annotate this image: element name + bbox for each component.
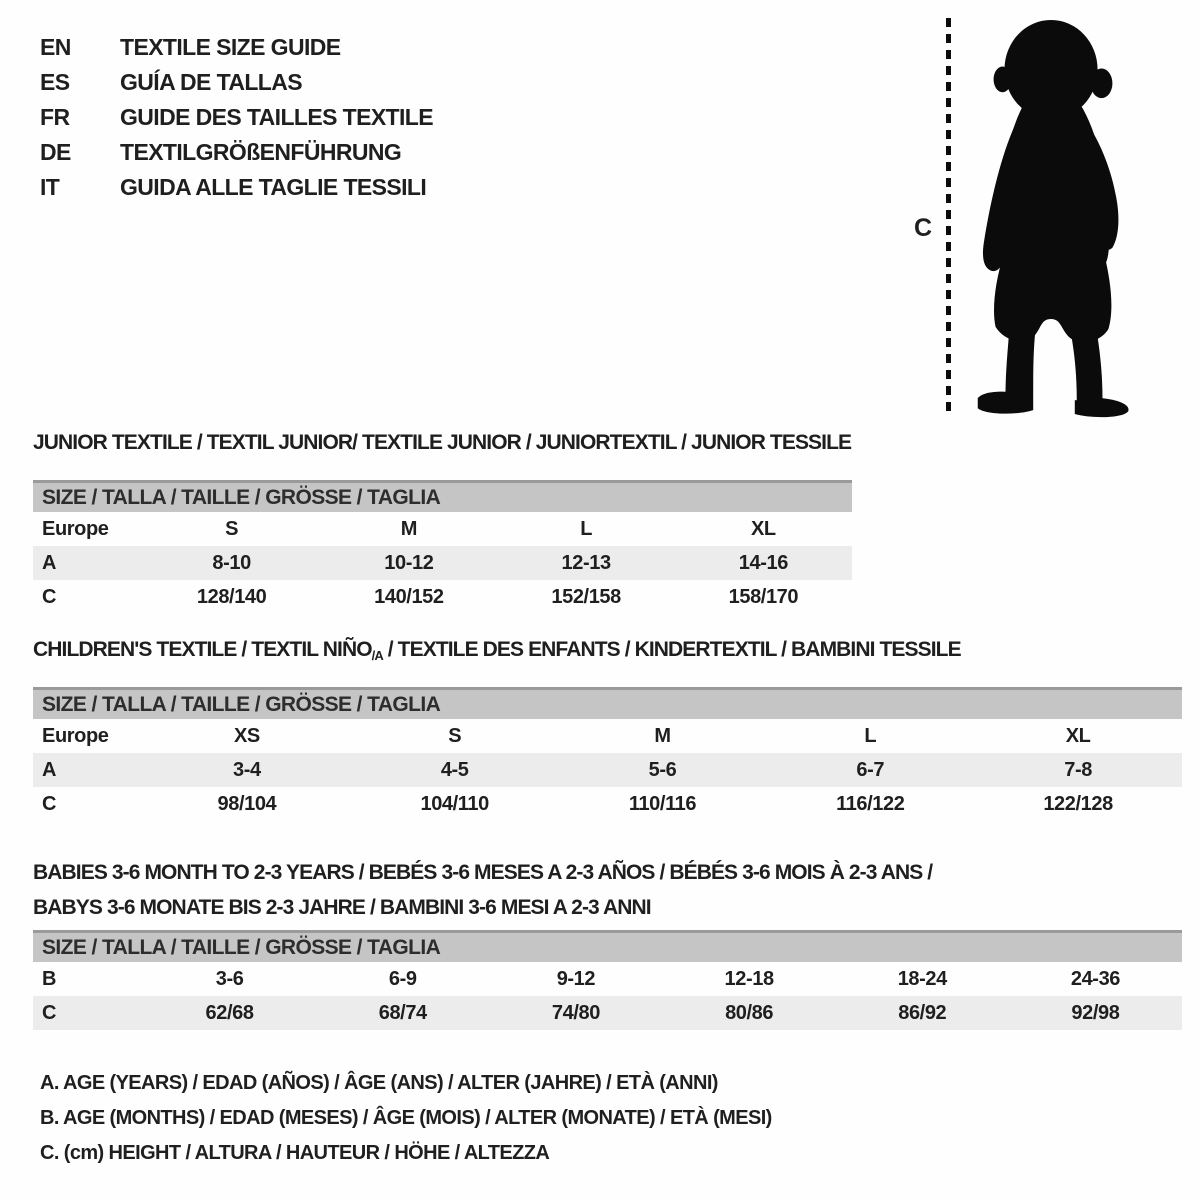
row-label: C [42,792,57,815]
row-label: Europe [42,517,109,540]
legend [40,1066,772,1171]
table-row [33,996,1182,1030]
size-cell: 14-16 [738,551,788,574]
size-cell: M [400,517,417,540]
language-code: EN [40,34,71,60]
language-code: IT [40,174,60,200]
babies-table-title [33,855,1182,925]
size-cell: XL [1065,724,1091,747]
size-cell: S [225,517,239,540]
table-row [33,546,852,580]
language-label: GUÍA DE TALLAS [120,69,302,95]
size-cell: 4-5 [440,758,469,781]
size-cell: 12-18 [724,967,774,990]
size-cell: 5-6 [648,758,677,781]
size-cell: 6-9 [388,967,417,990]
baby-figure [900,10,1156,422]
baby-silhouette [962,14,1144,420]
size-cell: 3-6 [215,967,244,990]
language-row-de [40,135,433,170]
language-label: TEXTILGRÖßENFÜHRUNG [120,139,402,165]
size-cell: XS [233,724,260,747]
table-row [33,962,1182,996]
row-label: B [42,967,57,990]
size-cell: 158/170 [728,585,799,608]
language-list [40,30,433,205]
size-cell: M [654,724,671,747]
junior-table-title [33,430,852,458]
size-cell: 92/98 [1071,1001,1120,1024]
language-code: DE [40,139,71,165]
row-label: C [42,585,57,608]
size-cell: 80/86 [725,1001,774,1024]
legend-line-c: C. (cm) HEIGHT / ALTURA / HAUTEUR / HÖHE / ALTEZZA [40,1142,550,1164]
size-cell: L [864,724,877,747]
language-code: FR [40,104,70,130]
size-cell: 74/80 [551,1001,600,1024]
legend-line-a: A. AGE (YEARS) / EDAD (AÑOS) / ÂGE (ANS) / ALTER (JAHRE) / ETÀ (ANNI) [40,1072,718,1094]
size-cell: 116/122 [836,792,905,815]
size-cell: 110/116 [628,792,697,815]
size-cell: 6-7 [856,758,885,781]
height-measure-line [946,18,951,416]
language-label: GUIDA ALLE TAGLIE TESSILI [120,174,427,200]
language-label: GUIDE DES TAILLES TEXTILE [120,104,433,130]
size-cell: 140/152 [374,585,444,608]
size-cell: 86/92 [898,1001,947,1024]
size-cell: L [580,517,593,540]
language-row-es [40,65,433,100]
size-cell: 122/128 [1043,792,1113,815]
row-label: A [42,758,57,781]
title-text: JUNIOR TEXTILE / TEXTIL JUNIOR/ TEXTILE JUNIOR / JUNIORTEXTIL / JUNIOR TESSILE [33,431,852,454]
childrens-table-title [33,637,1182,665]
language-row-it [40,170,433,205]
row-label: A [42,551,57,574]
size-cell: 10-12 [384,551,434,574]
title-text: / TEXTILE DES ENFANTS / KINDERTEXTIL / BAMBINI TESSILE [382,638,961,661]
babies-textile-table [33,855,1182,1030]
size-cell: 24-36 [1070,967,1121,990]
title-subscript: /A [371,648,383,663]
language-code: ES [40,69,70,95]
size-cell: 18-24 [897,967,947,990]
row-label: C [42,1001,57,1024]
height-measure-label: C [914,214,933,242]
junior-table-rows [33,512,852,614]
legend-line-b: B. AGE (MONTHS) / EDAD (MESES) / ÂGE (MOIS) / ALTER (MONATE) / ETÀ (MESI) [40,1107,772,1129]
size-cell: 62/68 [205,1001,254,1024]
table-row [33,787,1182,821]
size-cell: 152/158 [551,585,621,608]
size-header-bar: SIZE / TALLA / TAILLE / GRÖSSE / TAGLIA [33,480,852,512]
size-cell: 12-13 [561,551,611,574]
title-line-2: BABYS 3-6 MONATE BIS 2-3 JAHRE / BAMBINI 3-6 MESI A 2-3 ANNI [33,896,651,919]
size-cell: 9-12 [556,967,596,990]
size-cell: 8-10 [212,551,251,574]
size-cell: 128/140 [196,585,267,608]
size-cell: XL [750,517,776,540]
size-cell: 7-8 [1064,758,1092,781]
table-row [33,512,852,546]
table-row [33,580,852,614]
row-label: Europe [42,724,109,747]
table-row [33,719,1182,753]
size-cell: 98/104 [217,792,277,815]
childrens-textile-table [33,637,1182,821]
size-cell: 104/110 [420,792,489,815]
childrens-table-rows [33,719,1182,821]
size-cell: S [448,724,462,747]
size-header-bar: SIZE / TALLA / TAILLE / GRÖSSE / TAGLIA [33,930,1182,962]
size-cell: 3-4 [233,758,261,781]
table-row [33,753,1182,787]
language-row-en [40,30,433,65]
language-label: TEXTILE SIZE GUIDE [120,34,341,60]
size-cell: 68/74 [378,1001,427,1024]
babies-table-rows [33,962,1182,1030]
size-header-bar: SIZE / TALLA / TAILLE / GRÖSSE / TAGLIA [33,687,1182,719]
title-text: CHILDREN'S TEXTILE / TEXTIL NIÑO [33,638,372,661]
junior-textile-table [33,430,852,614]
language-row-fr [40,100,433,135]
title-line-1: BABIES 3-6 MONTH TO 2-3 YEARS / BEBÉS 3-6 MESES A 2-3 AÑOS / BÉBÉS 3-6 MOIS À 2-3 ANS / [33,861,933,884]
